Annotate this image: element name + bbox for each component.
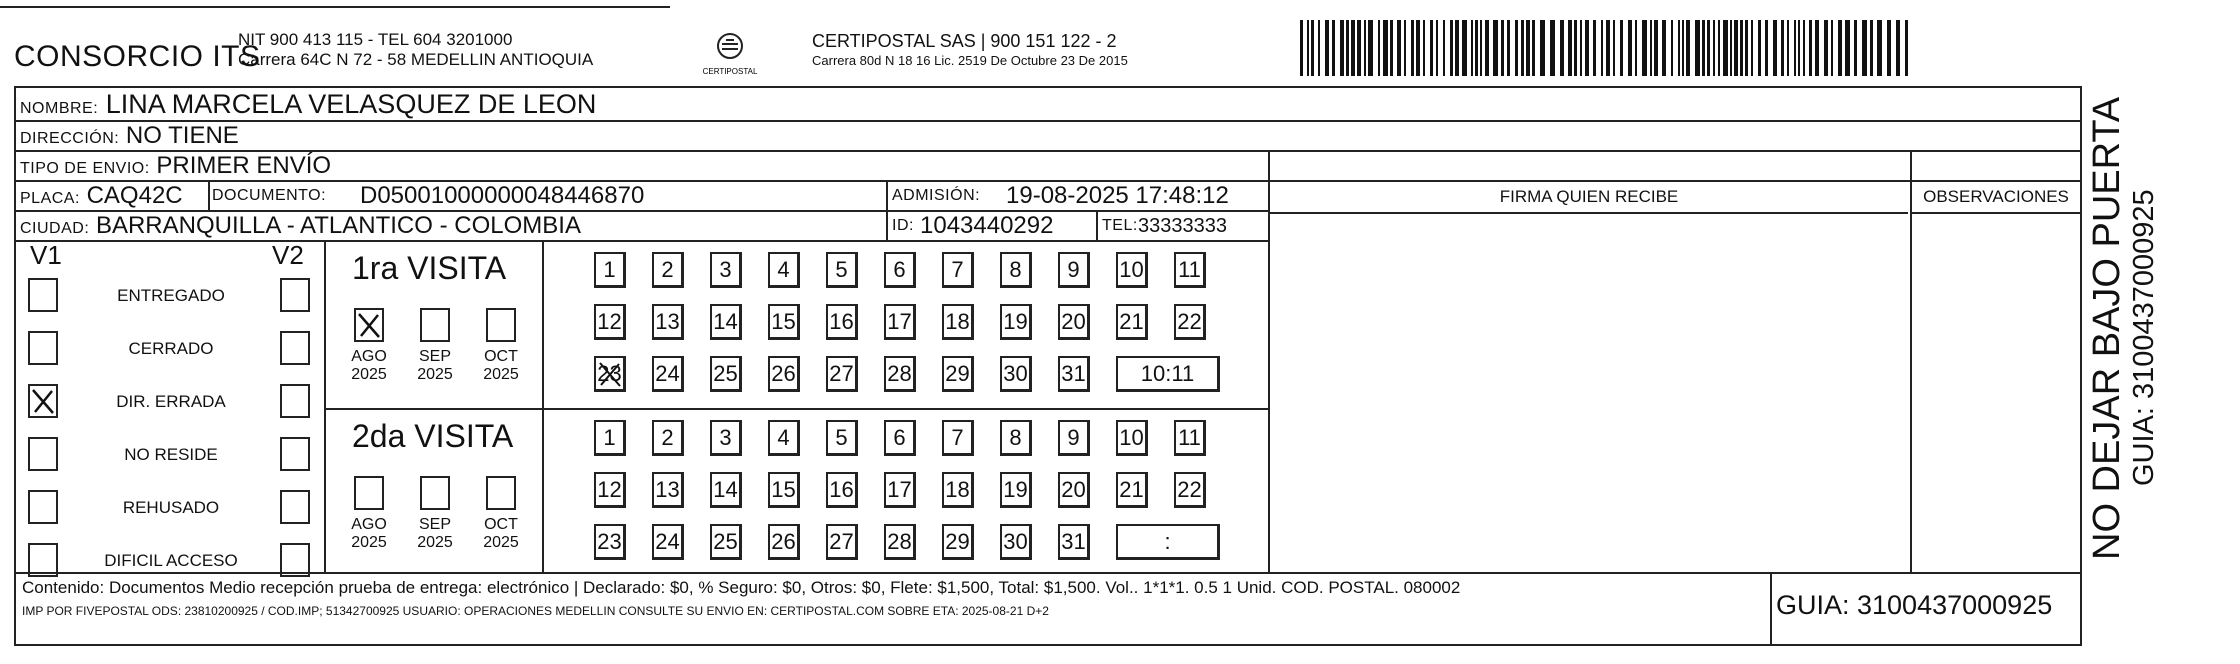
visit2-month-ago[interactable] (354, 476, 384, 510)
status-label-cerrado: CERRADO (128, 339, 214, 358)
observations-area[interactable] (1912, 214, 2080, 570)
visit1-day-box[interactable]: 27 (826, 356, 858, 392)
visit1-day-box[interactable]: 3 (710, 252, 742, 288)
courier-info (812, 30, 1128, 70)
side-guide-number: GUIA: 3100437000925 (2128, 189, 2160, 486)
recipient-name: LINA MARCELA VELASQUEZ DE LEON (105, 89, 597, 119)
footer-content: Contenido: Documentos Medio recepción prueba de entrega: electrónico | Declarado: $0, % Seguro: $0, Otros: $0, Flete: $1,500, Total: $1,500. Vol.. 1*1*1. 0.5 1 Unid. COD. POSTAL. 080002 (22, 578, 1461, 597)
visit2-day-box[interactable]: 5 (826, 420, 858, 456)
barcode-bar (1423, 20, 1425, 76)
visit1-day-box[interactable]: 2 (652, 252, 684, 288)
visit1-day-box[interactable]: 21 (1116, 304, 1148, 340)
barcode-bar (1824, 20, 1828, 76)
barcode-bar (1671, 20, 1673, 76)
company-name: CONSORCIO ITS (14, 40, 261, 73)
tel-label: TEL: (1102, 217, 1138, 234)
barcode-bar (1480, 20, 1482, 76)
visit2-day-box[interactable]: 15 (768, 472, 800, 508)
barcode-bar (1574, 20, 1577, 76)
visit1-day-box[interactable]: 8 (1000, 252, 1032, 288)
barcode-bar (1471, 20, 1473, 76)
visit2-time-field[interactable]: : (1116, 524, 1220, 560)
barcode-bar (1809, 20, 1812, 76)
visit2-day-box[interactable]: 6 (884, 420, 916, 456)
visit1-day-box[interactable]: 28 (884, 356, 916, 392)
visit2-day-box[interactable]: 2 (652, 420, 684, 456)
visit2-day-box[interactable]: 18 (942, 472, 974, 508)
visit2-month-label (344, 516, 394, 552)
barcode-bar (1707, 20, 1710, 76)
admission-value: 19-08-2025 17:48:12 (1006, 182, 1229, 209)
top-rule (0, 6, 670, 8)
barcode-bar (1325, 20, 1329, 76)
barcode-bar (1723, 20, 1728, 76)
barcode-bar (1357, 20, 1361, 76)
barcode-bar (1351, 20, 1355, 76)
v1-checkbox-dir-errada[interactable] (28, 384, 58, 418)
barcode-bar (1493, 20, 1498, 76)
barcode-bar (1845, 20, 1850, 76)
barcode-bar (1815, 20, 1819, 76)
barcode-bar (1905, 20, 1908, 76)
barcode-bar (1383, 20, 1388, 76)
barcode-bar (1794, 20, 1796, 76)
visit1-day-box[interactable]: 15 (768, 304, 800, 340)
visit1-day-box[interactable]: 10 (1116, 252, 1148, 288)
barcode-bar (1862, 20, 1867, 76)
barcode-bar (1781, 20, 1784, 76)
status-section (16, 242, 1268, 572)
visit1-day-box[interactable]: 16 (826, 304, 858, 340)
visit2-day-box[interactable]: 7 (942, 420, 974, 456)
barcode-bar (1601, 20, 1603, 76)
month-year: 2025 (483, 366, 519, 383)
address-label: DIRECCIÓN: (20, 130, 120, 147)
visit2-month-oct[interactable] (486, 476, 516, 510)
visit1-day-box[interactable]: 26 (768, 356, 800, 392)
barcode-bar (1613, 20, 1615, 76)
barcode-bar (1751, 20, 1753, 76)
barcode-bar (1787, 20, 1789, 76)
v2-checkbox-no-reside[interactable] (280, 437, 310, 471)
barcode-bar (1854, 20, 1857, 76)
barcode-bar (1773, 20, 1777, 76)
visit2-day-box[interactable]: 28 (884, 524, 916, 560)
barcode-bar (1526, 20, 1530, 76)
company-info (238, 30, 593, 70)
status-label-no-reside: NO RESIDE (124, 445, 218, 464)
barcode-bar (1642, 20, 1647, 76)
city-value: BARRANQUILLA - ATLANTICO - COLOMBIA (95, 212, 581, 239)
company-nit-line: NIT 900 413 115 - TEL 604 3201000 (238, 30, 513, 49)
visit2-day-box[interactable]: 23 (594, 524, 626, 560)
barcode-bar (1628, 20, 1632, 76)
barcode-bar (1450, 20, 1453, 76)
barcode-bar (1765, 20, 1768, 76)
status-label-rehusado: REHUSADO (122, 498, 220, 517)
visit1-day-box[interactable]: 9 (1058, 252, 1090, 288)
visit1-day-box[interactable]: 23 (594, 356, 626, 392)
barcode-bar (1560, 20, 1564, 76)
visit1-day-box[interactable]: 13 (652, 304, 684, 340)
visit1-month-label (410, 348, 460, 384)
plate-value: CAQ42C (86, 182, 183, 209)
barcode-bar (1831, 20, 1833, 76)
type-label: TIPO DE ENVIO: (20, 160, 150, 177)
visit2-day-box[interactable]: 22 (1174, 472, 1206, 508)
visit1-day-box[interactable]: 4 (768, 252, 800, 288)
month-name: OCT (484, 516, 518, 533)
status-label-entregado: ENTREGADO (117, 286, 225, 305)
visit2-day-box[interactable]: 30 (1000, 524, 1032, 560)
company-address-line: Carrera 64C N 72 - 58 MEDELLIN ANTIOQUIA (238, 50, 594, 69)
tel-value: 33333333 (1138, 215, 1227, 237)
visit1-day-box[interactable]: 31 (1058, 356, 1090, 392)
barcode-bar (1397, 20, 1401, 76)
barcode-bar (1838, 20, 1842, 76)
visit1-day-box[interactable]: 1 (594, 252, 626, 288)
barcode-bar (1580, 20, 1582, 76)
id-label: ID: (892, 217, 914, 234)
barcode-bar (1803, 20, 1805, 76)
barcode-bar (1404, 20, 1406, 76)
visit1-day-box[interactable]: 29 (942, 356, 974, 392)
shipment-type: PRIMER ENVÍO (156, 152, 332, 179)
city-row (16, 212, 1268, 242)
visit2-day-box[interactable]: 11 (1174, 420, 1206, 456)
observations-header: OBSERVACIONES (1912, 182, 2080, 214)
barcode-bar (1416, 20, 1420, 76)
courier-nit-line: CERTIPOSTAL SAS | 900 151 122 - 2 (812, 31, 1117, 51)
barcode-bar (1654, 20, 1658, 76)
barcode-bar (1455, 20, 1459, 76)
barcode-bar (1346, 20, 1349, 76)
barcode-bar (1585, 20, 1589, 76)
barcode-bar (1745, 20, 1748, 76)
delivery-form (14, 86, 2082, 646)
month-name: SEP (418, 516, 451, 533)
barcode-bar (1475, 20, 1478, 76)
visit1-month-sep[interactable] (420, 308, 450, 342)
footer-print-info: IMP POR FIVEPOSTAL ODS: 23810200925 / COD.IMP; 51342700925 USUARIO: OPERACIONES MEDELLIN CONSULTE SU ENVIO EN: CERTIPOSTAL.COM SOBRE ETA: 2025-08-21 D+2 (22, 604, 1049, 618)
month-year: 2025 (417, 366, 453, 383)
visit1-day-box[interactable]: 19 (1000, 304, 1032, 340)
visit1-day-box[interactable]: 18 (942, 304, 974, 340)
document-label: DOCUMENTO: (212, 187, 327, 204)
plate-label: PLACA: (20, 190, 80, 207)
visit2-day-box[interactable]: 10 (1116, 420, 1148, 456)
visit1-day-box[interactable]: 24 (652, 356, 684, 392)
barcode-bar (1443, 20, 1445, 76)
barcode-bar (1332, 20, 1335, 76)
barcode-bar (1462, 20, 1467, 76)
barcode-bar (1340, 20, 1344, 76)
barcode-bar (1662, 20, 1666, 76)
v2-label: V2 (272, 240, 304, 270)
barcode-bar (1501, 20, 1504, 76)
type-row (16, 152, 2080, 182)
month-year: 2025 (351, 534, 387, 551)
visit1-day-box[interactable]: 17 (884, 304, 916, 340)
barcode-bar (1695, 20, 1700, 76)
barcode-bar (1368, 20, 1373, 76)
footer-guide-number: GUIA: 3100437000925 (1776, 590, 2053, 620)
v2-checkbox-rehusado[interactable] (280, 490, 310, 524)
name-row (16, 88, 2080, 122)
v1-label: V1 (30, 240, 62, 270)
visit1-day-box[interactable]: 7 (942, 252, 974, 288)
month-year: 2025 (483, 534, 519, 551)
status-label-dificil-acceso: DIFICIL ACCESO (104, 551, 238, 570)
visit2-day-box[interactable]: 4 (768, 420, 800, 456)
visit2-day-box[interactable]: 1 (594, 420, 626, 456)
barcode-bar (1877, 20, 1882, 76)
barcode-bar (1550, 20, 1555, 76)
signature-header: FIRMA QUIEN RECIBE (1270, 182, 1908, 214)
barcode-bar (1436, 20, 1438, 76)
barcode-bar (1606, 20, 1610, 76)
barcode-bar (1430, 20, 1433, 76)
visit2-day-box[interactable]: 8 (1000, 420, 1032, 456)
month-name: OCT (484, 348, 518, 365)
visit1-day-box[interactable]: 6 (884, 252, 916, 288)
v1-checkbox-entregado[interactable] (28, 278, 58, 312)
id-value: 1043440292 (920, 212, 1054, 239)
barcode-bar (1540, 20, 1545, 76)
barcode-bar (1713, 20, 1715, 76)
visit2-day-box[interactable]: 16 (826, 472, 858, 508)
barcode-bar (1702, 20, 1705, 76)
visit1-day-box[interactable]: 20 (1058, 304, 1090, 340)
v1-checkbox-no-reside[interactable] (28, 437, 58, 471)
month-name: AGO (351, 516, 387, 533)
visit1-month-label (476, 348, 526, 384)
barcode-bar (1507, 20, 1510, 76)
barcode (1300, 20, 1920, 76)
barcode-bar (1887, 20, 1891, 76)
barcode-bar (1678, 20, 1680, 76)
visit2-day-box[interactable]: 13 (652, 472, 684, 508)
barcode-bar (1740, 20, 1743, 76)
side-warning: NO DEJAR BAJO PUERTA (2086, 96, 2128, 560)
month-name: AGO (351, 348, 387, 365)
address-row (16, 122, 2080, 152)
visit1-day-box[interactable]: 25 (710, 356, 742, 392)
barcode-bar (1378, 20, 1380, 76)
visit2-month-label (410, 516, 460, 552)
visit2-day-box[interactable]: 31 (1058, 524, 1090, 560)
barcode-bar (1758, 20, 1761, 76)
visit2-day-box[interactable]: 12 (594, 472, 626, 508)
visit1-time-field[interactable]: 10:11 (1116, 356, 1220, 392)
document-value: D05001000000048446870 (360, 182, 645, 209)
barcode-bar (1521, 20, 1524, 76)
visit1-month-oct[interactable] (486, 308, 516, 342)
month-year: 2025 (351, 366, 387, 383)
v2-checkbox-cerrado[interactable] (280, 331, 310, 365)
barcode-bar (1485, 20, 1489, 76)
visit1-day-box[interactable]: 5 (826, 252, 858, 288)
month-name: SEP (418, 348, 451, 365)
barcode-bar (1364, 20, 1366, 76)
city-label: CIUDAD: (20, 220, 90, 237)
month-year: 2025 (417, 534, 453, 551)
visit2-day-box[interactable]: 14 (710, 472, 742, 508)
v1-checkbox-rehusado[interactable] (28, 490, 58, 524)
barcode-bar (1734, 20, 1738, 76)
visit2-day-box[interactable]: 25 (710, 524, 742, 560)
visit1-month-ago[interactable] (354, 308, 384, 342)
barcode-bar (1307, 20, 1309, 76)
visit2-day-box[interactable]: 9 (1058, 420, 1090, 456)
barcode-bar (1311, 20, 1314, 76)
visit1-day-box[interactable]: 14 (710, 304, 742, 340)
visit1-title: 1ra VISITA (352, 250, 507, 286)
plate-row (16, 182, 1268, 212)
barcode-bar (1532, 20, 1535, 76)
barcode-bar (1718, 20, 1720, 76)
barcode-bar (1515, 20, 1518, 76)
visit2-month-sep[interactable] (420, 476, 450, 510)
courier-address-line: Carrera 80d N 18 16 Lic. 2519 De Octubre 23 De 2015 (812, 53, 1128, 68)
v1-checkbox-cerrado[interactable] (28, 331, 58, 365)
barcode-bar (1730, 20, 1732, 76)
barcode-bar (1390, 20, 1393, 76)
visit2-day-box[interactable]: 24 (652, 524, 684, 560)
signature-area[interactable] (1270, 214, 1908, 570)
barcode-bar (1635, 20, 1637, 76)
visit1-day-box[interactable]: 12 (594, 304, 626, 340)
recipient-address: NO TIENE (125, 122, 239, 149)
barcode-bar (1593, 20, 1596, 76)
visit2-day-box[interactable]: 26 (768, 524, 800, 560)
barcode-bar (1870, 20, 1873, 76)
visit2-day-box[interactable]: 20 (1058, 472, 1090, 508)
barcode-bar (1411, 20, 1414, 76)
barcode-bar (1686, 20, 1690, 76)
barcode-bar (1798, 20, 1800, 76)
visit2-month-label (476, 516, 526, 552)
visit2-day-box[interactable]: 27 (826, 524, 858, 560)
visit2-day-box[interactable]: 21 (1116, 472, 1148, 508)
visit1-day-box[interactable]: 30 (1000, 356, 1032, 392)
visit1-month-label (344, 348, 394, 384)
barcode-bar (1300, 20, 1303, 76)
admission-label: ADMISIÓN: (892, 187, 981, 204)
visit1-day-box[interactable]: 11 (1174, 252, 1206, 288)
certipostal-logo (700, 30, 760, 82)
visit1-day-box[interactable]: 22 (1174, 304, 1206, 340)
logo-text: CERTIPOSTAL (702, 67, 758, 76)
status-label-dir-errada: DIR. ERRADA (116, 392, 226, 411)
visit2-day-box[interactable]: 17 (884, 472, 916, 508)
barcode-bar (1682, 20, 1684, 76)
visit2-day-box[interactable]: 19 (1000, 472, 1032, 508)
barcode-bar (1318, 20, 1320, 76)
visit2-day-box[interactable]: 3 (710, 420, 742, 456)
visit2-title: 2da VISITA (352, 418, 514, 454)
v2-checkbox-entregado[interactable] (280, 278, 310, 312)
visit2-day-box[interactable]: 29 (942, 524, 974, 560)
barcode-bar (1650, 20, 1652, 76)
barcode-bar (1620, 20, 1623, 76)
barcode-bar (1568, 20, 1572, 76)
name-label: NOMBRE: (20, 100, 99, 117)
v2-checkbox-dir-errada[interactable] (280, 384, 310, 418)
barcode-bar (1896, 20, 1900, 76)
